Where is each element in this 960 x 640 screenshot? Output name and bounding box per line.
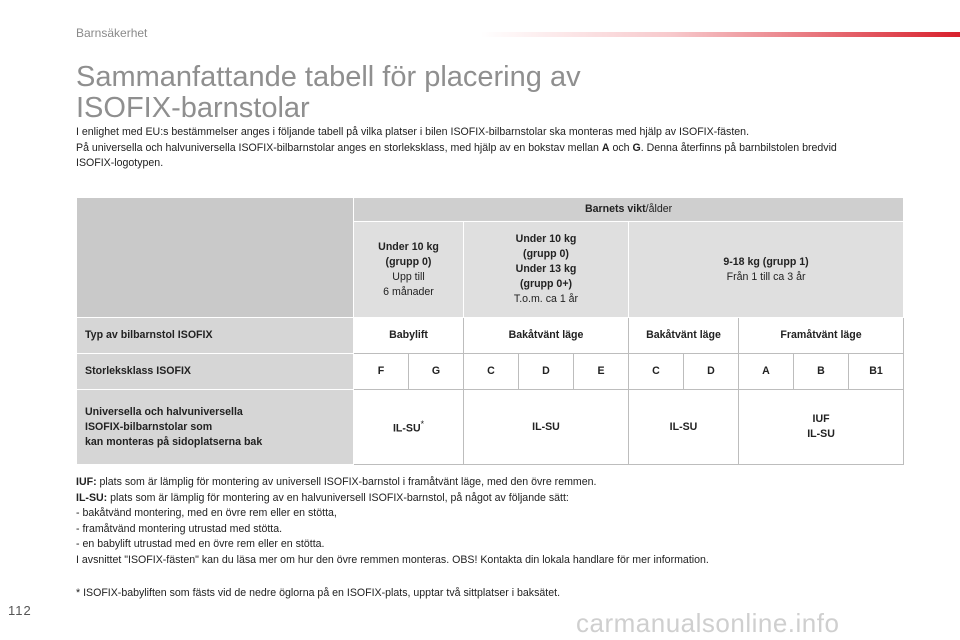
table-row — [77, 198, 904, 222]
note-bullet: - en babylift utrustad med en övre rem eller en stötta. — [76, 538, 325, 550]
header-accent-bar — [480, 32, 960, 37]
cell-universal-rear-0plus: IL-SU — [464, 390, 629, 465]
cell-type-forward-1: Framåtvänt läge — [739, 318, 904, 354]
weight-band-header: Barnets vikt/ålder — [354, 198, 904, 222]
page-title-line2: ISOFIX-barnstolar — [76, 92, 310, 124]
cell-size-class: E — [574, 354, 629, 390]
cell-universal-rear-1: IL-SU — [629, 390, 739, 465]
cell-size-class: A — [739, 354, 794, 390]
page-number: 112 — [8, 603, 32, 618]
cell-universal-forward-1: IUF IL-SU — [739, 390, 904, 465]
intro-p2-a: På universella och halvuniversella ISOFIX-bilbarnstolar anges en storleksklass, med hjälp av en bokstav mellan — [76, 141, 602, 154]
group-header-0: Under 10 kg (grupp 0) Upp till 6 månader — [354, 222, 464, 318]
cell-size-class: C — [629, 354, 684, 390]
cell-type-rear-1: Bakåtvänt läge — [629, 318, 739, 354]
row-header-type: Typ av bilbarnstol ISOFIX — [77, 318, 354, 354]
group-header-1: 9-18 kg (grupp 1) Från 1 till ca 3 år — [629, 222, 904, 318]
intro-letter-a: A — [601, 141, 610, 154]
footnote-marker: * — [420, 419, 425, 430]
page-title-line1: Sammanfattande tabell för placering av — [76, 61, 581, 93]
intro-paragraph-1: I enlighet med EU:s bestämmelser anges i följande tabell på vilka platser i bilen ISOFIX-bilbarnstolar ska monteras med hjälp av ISOFIX-fästen. — [76, 126, 750, 138]
cell-universal-babylift: IL-SU* — [354, 390, 464, 465]
isofix-table — [76, 197, 904, 465]
cell-size-class: B — [794, 354, 849, 390]
intro-p2-b: . Denna återfinns på barnbilstolen bredvid ISOFIX-logotypen. — [76, 141, 837, 169]
note-bullet: - bakåtvänd montering, med en övre rem eller en stötta, — [76, 507, 337, 519]
cell-type-babylift: Babylift — [354, 318, 464, 354]
cell-size-class: F — [354, 354, 409, 390]
cell-size-class: C — [464, 354, 519, 390]
intro-paragraph-2 — [76, 141, 866, 172]
footnote: * ISOFIX-babyliften som fästs vid de nedre öglorna på en ISOFIX-plats, upptar två sittplatser i baksätet. — [76, 587, 561, 599]
row-header-universal: Universella och halvuniversella ISOFIX-bilbarnstolar som kan monteras på sidoplatserna bak — [77, 390, 354, 465]
page-title — [76, 62, 776, 124]
cell-size-class: B1 — [849, 354, 904, 390]
cell-size-class: G — [409, 354, 464, 390]
notes — [76, 475, 906, 568]
group-header-0plus: Under 10 kg (grupp 0) Under 13 kg (grupp 0+) T.o.m. ca 1 år — [464, 222, 629, 318]
intro-text — [76, 125, 866, 172]
note-ilsu: IL-SU: plats som är lämplig för montering av en halvuniversell ISOFIX-barnstol, på något av följande sätt: — [76, 491, 569, 504]
table-row — [77, 318, 904, 354]
section-header: Barnsäkerhet — [76, 26, 148, 40]
intro-letter-g: G — [632, 141, 641, 154]
cell-type-rear-0plus: Bakåtvänt läge — [464, 318, 629, 354]
cell-size-class: D — [519, 354, 574, 390]
watermark: carmanualsonline.info — [576, 608, 840, 638]
note-iuf: IUF: plats som är lämplig för montering av universell ISOFIX-barnstol i framåtvänt läge, med den övre remmen. — [76, 476, 597, 488]
row-header-size-class: Storleksklass ISOFIX — [77, 354, 354, 390]
table-row — [77, 354, 904, 390]
cell-size-class: D — [684, 354, 739, 390]
note-bullet: - framåtvänd montering utrustad med stötta. — [76, 522, 283, 535]
note-more-info: I avsnittet "ISOFIX-fästen" kan du läsa mer om hur den övre remmen monteras. OBS! Kontakta din lokala handlare för mer information. — [76, 553, 709, 566]
intro-p2-mid: och — [609, 141, 633, 154]
table-row — [77, 390, 904, 465]
table-corner — [77, 198, 354, 318]
